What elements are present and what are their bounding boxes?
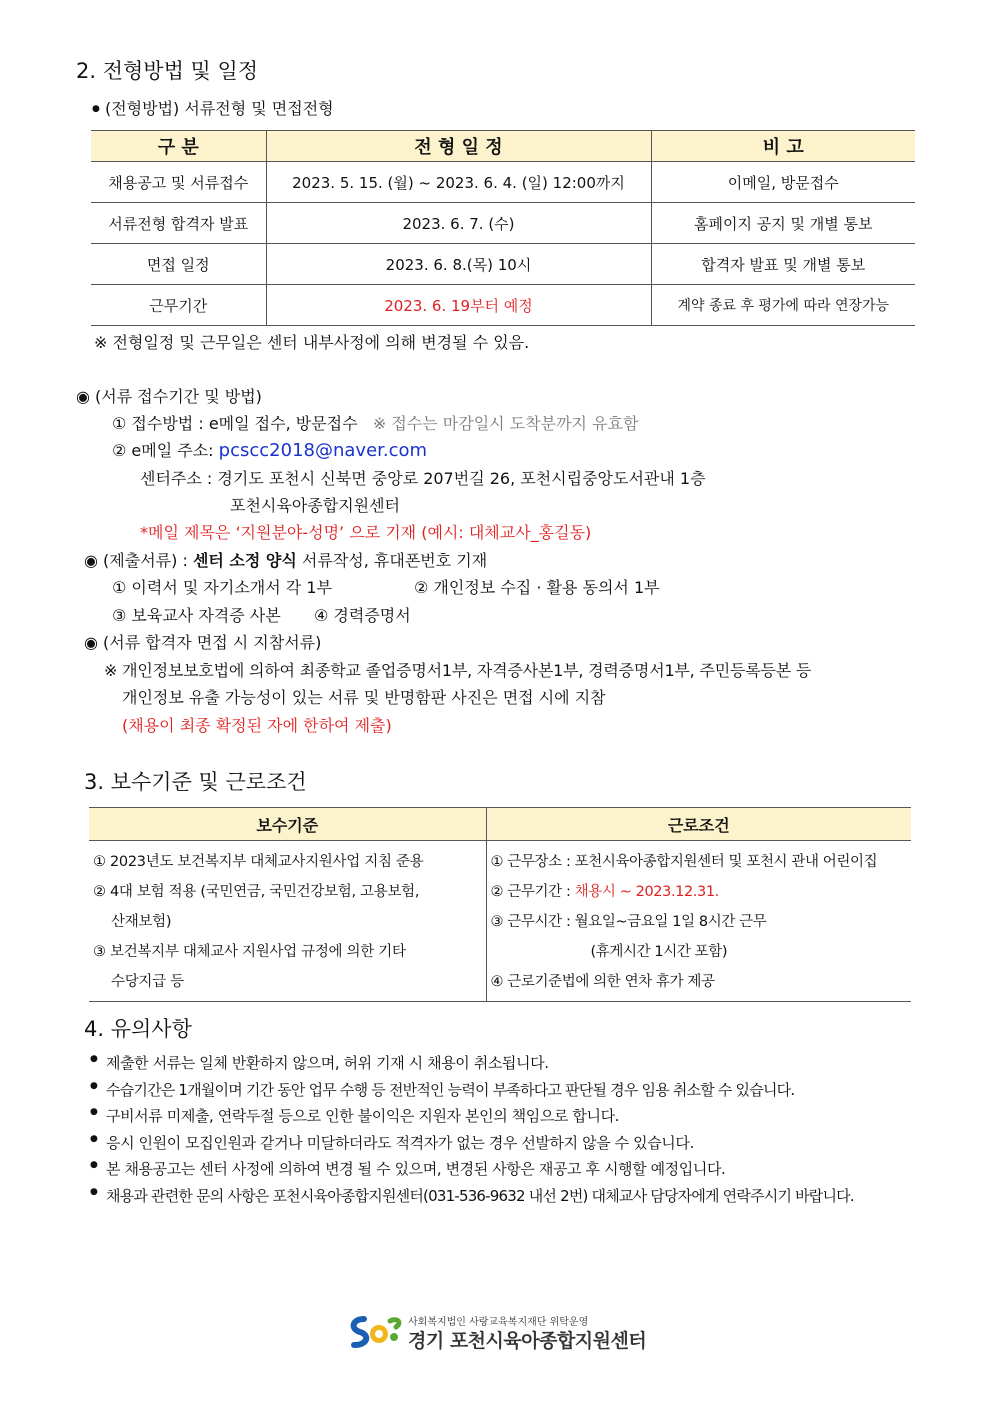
table-row [91, 162, 915, 203]
work-line: ① 근무장소 : 포천시육아종합지원센터 및 포천시 관내 어린이집 [490, 854, 878, 870]
list-item: ● 채용과 관련한 문의 사항은 포천시육아종합지원센터(031-536-9632 내선 2번) 대체교사 담당자에게 연락주시기 바랍니다. [90, 1185, 854, 1212]
work-line: ④ 근로기준법에 의한 연차 휴가 제공 [490, 974, 715, 990]
table-row [91, 244, 915, 285]
logo-mark-icon [346, 1311, 406, 1353]
row-date: 2023. 6. 8.(목) 10시 [266, 244, 651, 285]
work-period-value: 채용시 ~ 2023.12.31. [574, 884, 719, 900]
submit-item-3: ③ 보육교사 자격증 사본 [112, 606, 281, 625]
docs-method: ① 접수방법 : e메일 접수, 방문접수 [112, 414, 358, 433]
logo-subtitle: 사회복지법인 사랑교육복지재단 위탁운영 [408, 1317, 589, 1328]
docs-method-note: ※ 접수는 마감일시 도착분까지 유효함 [372, 414, 639, 433]
pay-cell [89, 841, 486, 1002]
work-line [491, 877, 908, 907]
table-row [91, 285, 915, 326]
notes-list [90, 1052, 854, 1211]
docs-method-line [112, 411, 638, 434]
center-logo [346, 1311, 656, 1353]
row-item: 서류전형 합격자 발표 [91, 203, 266, 244]
pay-header-row [89, 808, 911, 841]
row-note: 합격자 발표 및 개별 통보 [651, 244, 915, 285]
mail-subject-note: *메일 제목은 ‘지원분야-성명’ 으로 기재 (예시: 대체교사_홍길동) [140, 523, 592, 542]
table-row [91, 203, 915, 244]
work-cell [486, 841, 911, 1002]
pay-line: ① 2023년도 보건복지부 대체교사지원사업 지침 준용 [93, 854, 424, 870]
col-header-category: 구 분 [91, 131, 266, 162]
submit-suffix: 서류작성, 휴대폰번호 기재 [301, 551, 488, 570]
submit-item-4: ④ 경력증명서 [314, 606, 411, 625]
submit-bold: 센터 소정 양식 [192, 551, 297, 570]
section3-heading: 3. 보수기준 및 근로조건 [84, 770, 307, 794]
submit-docs-line [84, 548, 487, 571]
method-text: (전형방법) 서류전형 및 면접전형 [104, 99, 334, 118]
schedule-table [91, 130, 915, 326]
pay-line: ② 4대 보험 적용 (국민연금, 국민건강보험, 고용보험, [93, 884, 420, 900]
col-header-schedule: 전 형 일 정 [266, 131, 651, 162]
row-date: 2023. 6. 19부터 예정 [266, 285, 651, 326]
row-item: 채용공고 및 서류접수 [91, 162, 266, 203]
email-line [112, 438, 427, 461]
pay-line: 수당지급 등 [111, 974, 184, 990]
address-line2: 포천시육아종합지원센터 [230, 496, 401, 515]
interview-title: ◉ (서류 합격자 면접 시 지참서류) [84, 633, 322, 652]
email-label: ② e메일 주소: [112, 441, 214, 460]
list-item: ● 본 채용공고는 센터 사정에 의하여 변경 될 수 있으며, 변경된 사항은 재공고 후 시행할 예정입니다. [90, 1158, 854, 1185]
row-note: 홈페이지 공지 및 개별 통보 [651, 203, 915, 244]
submit-prefix: ◉ (제출서류) : [84, 551, 188, 570]
section4-heading: 4. 유의사항 [84, 1017, 192, 1041]
col-header-note: 비 고 [651, 131, 915, 162]
email-address[interactable]: pcscc2018@naver.com [218, 440, 428, 461]
logo-title: 경기 포천시육아종합지원센터 [408, 1330, 647, 1352]
interview-line2: 개인정보 유출 가능성이 있는 서류 및 반명함판 사진은 면접 시에 지참 [122, 688, 606, 707]
work-line: (휴게시간 1시간 포함) [590, 944, 728, 960]
schedule-footnote: ※ 전형일정 및 근무일은 센터 내부사정에 의해 변경될 수 있음. [94, 333, 530, 352]
row-note: 계약 종료 후 평가에 따라 연장가능 [651, 285, 915, 326]
list-item: ● 수습기간은 1개월이며 기간 동안 업무 수행 등 전반적인 능력이 부족하다고 판단될 경우 임용 취소할 수 있습니다. [90, 1079, 854, 1106]
docs-title: ◉ (서류 접수기간 및 방법) [76, 387, 262, 406]
address-line1: 센터주소 : 경기도 포천시 신북면 중앙로 207번길 26, 포천시립중앙도서관내 1층 [140, 469, 706, 488]
row-date: 2023. 5. 15. (월) ~ 2023. 6. 4. (일) 12:00까지 [266, 162, 651, 203]
pay-conditions-table [89, 807, 911, 1002]
row-item: 면접 일정 [91, 244, 266, 285]
pay-line: ③ 보건복지부 대체교사 지원사업 규정에 의한 기타 [93, 944, 406, 960]
method-line [92, 96, 334, 119]
interview-line1: ※ 개인정보보호법에 의하여 최종학교 졸업증명서1부, 자격증사본1부, 경력증명서1부, 주민등록등본 등 [104, 661, 812, 680]
bullet-icon: ● [92, 104, 100, 114]
list-item: ● 구비서류 미제출, 연락두절 등으로 인한 불이익은 지원자 본인의 책임으로 합니다. [90, 1105, 854, 1132]
col-header-pay: 보수기준 [89, 808, 486, 841]
section2-heading: 2. 전형방법 및 일정 [76, 59, 259, 83]
list-item: ● 응시 인원이 모집인원과 같거나 미달하더라도 적격자가 없는 경우 선발하지 않을 수 있습니다. [90, 1132, 854, 1159]
col-header-work: 근로조건 [486, 808, 911, 841]
list-item: ● 제출한 서류는 일체 반환하지 않으며, 허위 기재 시 채용이 취소됩니다. [90, 1052, 854, 1079]
table-row [89, 841, 911, 1002]
work-line: ③ 근무시간 : 월요일~금요일 1일 8시간 근무 [490, 914, 767, 930]
work-period-label: ② 근무기간 : [490, 884, 571, 900]
row-note: 이메일, 방문접수 [651, 162, 915, 203]
row-item: 근무기간 [91, 285, 266, 326]
interview-line3: (채용이 최종 확정된 자에 한하여 제출) [122, 716, 392, 735]
row-date: 2023. 6. 7. (수) [266, 203, 651, 244]
schedule-header-row [91, 131, 915, 162]
submit-item-1: ① 이력서 및 자기소개서 각 1부 [112, 578, 332, 597]
pay-line: 산재보험) [111, 914, 172, 930]
submit-item-2: ② 개인정보 수집 · 활용 동의서 1부 [414, 578, 660, 597]
